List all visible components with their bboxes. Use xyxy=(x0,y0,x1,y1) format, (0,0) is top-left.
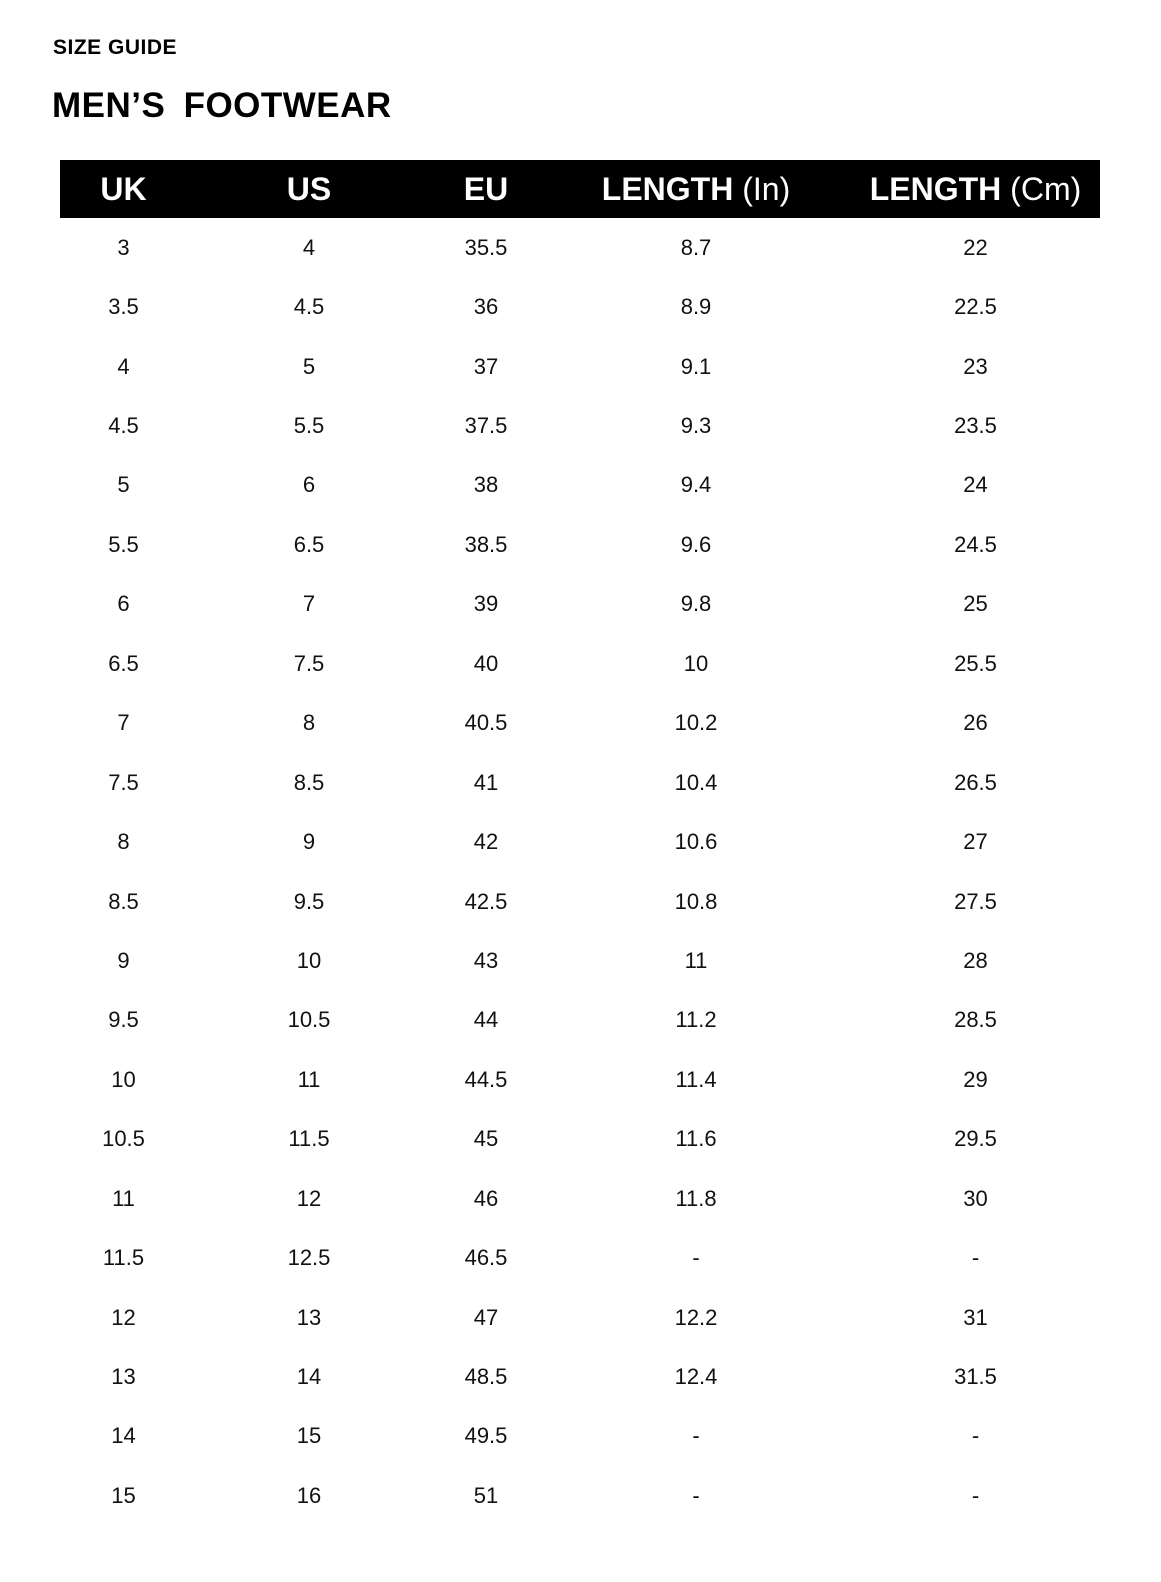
table-body xyxy=(60,218,1100,1526)
length-in-cell: 10.8 xyxy=(674,888,718,914)
length-in-cell: 9.4 xyxy=(680,472,712,498)
uk-size-cell: 8.5 xyxy=(108,888,139,914)
eu-size-cell: 36 xyxy=(473,294,499,320)
size-guide-label: SIZE GUIDE xyxy=(53,36,178,59)
uk-size-cell: 9 xyxy=(117,947,130,973)
eu-size-cell: 51 xyxy=(473,1482,499,1508)
eu-size-cell: 38 xyxy=(473,472,499,498)
eu-size-cell: 39 xyxy=(473,591,499,617)
length-in-cell: - xyxy=(692,1245,700,1271)
uk-size-cell: 4.5 xyxy=(108,413,139,439)
table-row xyxy=(60,1347,1100,1406)
size-table xyxy=(60,160,1100,1526)
us-size-cell: 12 xyxy=(296,1185,322,1211)
us-size-cell: 14 xyxy=(296,1364,322,1390)
length-cm-cell: 30 xyxy=(963,1185,988,1211)
uk-size-cell: 9.5 xyxy=(108,1007,139,1033)
eu-size-cell: 45 xyxy=(473,1126,499,1152)
table-row xyxy=(60,694,1100,753)
length-cm-cell: 22.5 xyxy=(954,294,997,320)
us-size-cell: 4.5 xyxy=(293,294,325,320)
table-row xyxy=(60,1466,1100,1525)
table-row xyxy=(60,277,1100,336)
uk-size-cell: 10 xyxy=(111,1066,136,1092)
us-size-cell: 16 xyxy=(296,1482,322,1508)
eu-size-cell: 42 xyxy=(473,829,499,855)
eu-size-cell: 44.5 xyxy=(464,1066,508,1092)
length-cm-cell: - xyxy=(971,1245,980,1271)
uk-size-cell: 3 xyxy=(117,234,130,260)
length-cm-cell: 31.5 xyxy=(954,1364,997,1390)
length-in-cell: 10 xyxy=(683,650,709,676)
uk-size-cell: 13 xyxy=(111,1364,136,1390)
length-in-cell: 9.1 xyxy=(680,353,712,379)
eu-size-cell: 48.5 xyxy=(464,1364,508,1390)
length-cm-cell: 25 xyxy=(963,591,988,617)
uk-size-cell: 12 xyxy=(111,1304,136,1330)
table-row xyxy=(60,1288,1100,1347)
length-cm-cell: - xyxy=(971,1423,980,1449)
us-size-cell: 7.5 xyxy=(293,650,325,676)
column-header-label: EU xyxy=(463,170,509,207)
eu-size-cell: 44 xyxy=(473,1007,499,1033)
eu-size-cell: 37.5 xyxy=(464,413,508,439)
us-size-cell: 11 xyxy=(297,1066,321,1092)
column-header-label: US xyxy=(286,170,332,207)
length-in-cell: 9.6 xyxy=(680,531,712,557)
length-cm-cell: 23 xyxy=(963,353,988,379)
length-cm-cell: 24 xyxy=(963,472,988,498)
uk-size-cell: 11 xyxy=(112,1185,135,1211)
table-row xyxy=(60,1169,1100,1228)
uk-size-cell: 6.5 xyxy=(108,650,139,676)
table-row xyxy=(60,1407,1100,1466)
uk-size-cell: 7.5 xyxy=(108,769,139,795)
length-cm-cell: 27.5 xyxy=(954,888,997,914)
length-in-cell: 10.2 xyxy=(674,710,718,736)
us-size-cell: 5 xyxy=(302,353,316,379)
column-header-label: LENGTH xyxy=(601,170,734,207)
uk-size-cell: 15 xyxy=(111,1482,136,1508)
length-in-cell: 8.7 xyxy=(680,234,712,260)
eu-size-cell: 35.5 xyxy=(464,234,508,260)
length-in-cell: 8.9 xyxy=(680,294,712,320)
length-in-cell: 10.4 xyxy=(674,769,718,795)
length-in-cell: 11.8 xyxy=(675,1185,717,1211)
length-cm-cell: 31 xyxy=(963,1304,988,1330)
uk-size-cell: 5.5 xyxy=(108,531,139,557)
length-in-cell: 11.2 xyxy=(675,1007,717,1033)
table-row xyxy=(60,753,1100,812)
table-row xyxy=(60,396,1100,455)
column-header-unit: (In) xyxy=(742,170,791,207)
table-header-row xyxy=(60,160,1100,218)
length-in-cell: - xyxy=(692,1423,700,1449)
eu-size-cell: 42.5 xyxy=(464,888,508,914)
eu-size-cell: 37 xyxy=(473,353,499,379)
length-in-cell: 12.4 xyxy=(674,1364,718,1390)
column-header-label: UK xyxy=(100,170,147,207)
uk-size-cell: 10.5 xyxy=(102,1126,145,1152)
column-header-us xyxy=(187,160,431,218)
table-row xyxy=(60,812,1100,871)
table-row xyxy=(60,575,1100,634)
eu-size-cell: 43 xyxy=(473,947,499,973)
page-title: MEN’S FOOTWEAR xyxy=(52,86,392,125)
us-size-cell: 9.5 xyxy=(293,888,325,914)
eu-size-cell: 49.5 xyxy=(464,1423,508,1449)
eu-size-cell: 40 xyxy=(473,650,499,676)
length-in-cell: 11 xyxy=(684,947,708,973)
column-header-unit: (Cm) xyxy=(1010,170,1082,207)
table-row xyxy=(60,991,1100,1050)
us-size-cell: 15 xyxy=(296,1423,322,1449)
length-cm-cell: 29.5 xyxy=(954,1126,997,1152)
column-header-length-cm xyxy=(851,160,1100,218)
column-header-eu xyxy=(431,160,541,218)
eu-size-cell: 47 xyxy=(473,1304,499,1330)
length-in-cell: - xyxy=(692,1482,700,1508)
us-size-cell: 6.5 xyxy=(293,531,325,557)
length-in-cell: 11.6 xyxy=(675,1126,717,1152)
eu-size-cell: 46 xyxy=(473,1185,499,1211)
eu-size-cell: 40.5 xyxy=(464,710,508,736)
length-cm-cell: 28.5 xyxy=(954,1007,997,1033)
us-size-cell: 10 xyxy=(296,947,322,973)
us-size-cell: 8.5 xyxy=(293,769,325,795)
us-size-cell: 10.5 xyxy=(287,1007,331,1033)
length-cm-cell: 23.5 xyxy=(954,413,997,439)
us-size-cell: 7 xyxy=(302,591,316,617)
us-size-cell: 13 xyxy=(296,1304,322,1330)
column-header-length-in xyxy=(541,160,851,218)
uk-size-cell: 11.5 xyxy=(102,1245,145,1271)
table-row xyxy=(60,218,1100,277)
length-cm-cell: - xyxy=(971,1482,980,1508)
length-cm-cell: 22 xyxy=(963,234,988,260)
column-header-uk xyxy=(60,160,187,218)
length-cm-cell: 26.5 xyxy=(954,769,997,795)
us-size-cell: 12.5 xyxy=(287,1245,331,1271)
eu-size-cell: 38.5 xyxy=(464,531,508,557)
us-size-cell: 4 xyxy=(302,234,316,260)
uk-size-cell: 7 xyxy=(117,710,130,736)
uk-size-cell: 5 xyxy=(117,472,130,498)
uk-size-cell: 3.5 xyxy=(108,294,139,320)
us-size-cell: 9 xyxy=(302,829,316,855)
table-row xyxy=(60,1228,1100,1287)
table-row xyxy=(60,337,1100,396)
length-in-cell: 9.8 xyxy=(680,591,712,617)
length-in-cell: 9.3 xyxy=(680,413,712,439)
us-size-cell: 11.5 xyxy=(288,1126,330,1152)
table-header xyxy=(60,160,1100,218)
eu-size-cell: 46.5 xyxy=(464,1245,508,1271)
length-cm-cell: 26 xyxy=(963,710,988,736)
length-in-cell: 10.6 xyxy=(674,829,718,855)
length-cm-cell: 27 xyxy=(963,829,988,855)
table-row xyxy=(60,1110,1100,1169)
us-size-cell: 8 xyxy=(302,710,316,736)
table-row xyxy=(60,515,1100,574)
column-header-label: LENGTH xyxy=(869,170,1002,207)
length-cm-cell: 28 xyxy=(963,947,988,973)
us-size-cell: 6 xyxy=(302,472,316,498)
table-row xyxy=(60,456,1100,515)
uk-size-cell: 14 xyxy=(111,1423,136,1449)
uk-size-cell: 6 xyxy=(117,591,130,617)
uk-size-cell: 4 xyxy=(117,353,130,379)
table-row xyxy=(60,1050,1100,1109)
length-in-cell: 12.2 xyxy=(674,1304,718,1330)
table-row xyxy=(60,872,1100,931)
us-size-cell: 5.5 xyxy=(293,413,325,439)
length-cm-cell: 29 xyxy=(963,1066,988,1092)
eu-size-cell: 41 xyxy=(473,769,499,795)
length-cm-cell: 24.5 xyxy=(954,531,997,557)
length-cm-cell: 25.5 xyxy=(954,650,997,676)
table-row xyxy=(60,634,1100,693)
table-row xyxy=(60,931,1100,990)
uk-size-cell: 8 xyxy=(117,829,130,855)
length-in-cell: 11.4 xyxy=(675,1066,717,1092)
